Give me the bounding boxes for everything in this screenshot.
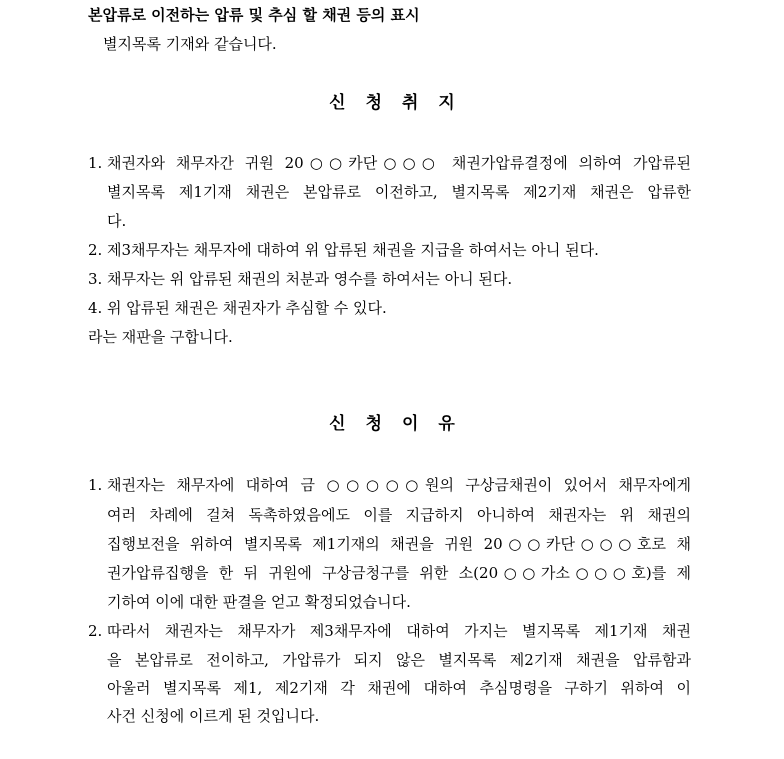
reason-item-1-line-4: 권가압류집행을 한 뒤 귀원에 구상금청구를 위한 소(20○○가소○○○호)를 제 xyxy=(107,564,691,582)
purpose-item-1-line-2: 별지목록 제1기재 채권은 본압류로 이전하고, 별지목록 제2기재 채권은 압류한 xyxy=(107,183,691,201)
property-body: 별지목록 기재와 같습니다. xyxy=(103,35,277,53)
purpose-closing: 라는 재판을 구합니다. xyxy=(88,328,233,346)
reason-item-2-line-2: 을 본압류로 전이하고, 가압류가 되지 않은 별지목록 제2기재 채권을 압류함과 xyxy=(107,651,691,669)
reason-item-1-line-2: 여러 차례에 걸쳐 독촉하였음에도 이를 지급하지 아니하여 채권자는 위 채권의 xyxy=(107,506,691,524)
reason-heading: 신청이유 xyxy=(329,414,475,434)
purpose-item-3-line-1: 채무자는 위 압류된 채권의 처분과 영수를 하여서는 아니 된다. xyxy=(107,270,513,288)
reason-item-1-line-5: 기하여 이에 대한 판결을 얻고 확정되었습니다. xyxy=(107,593,411,611)
reason-item-2-line-3: 아울러 별지목록 제1, 제2기재 각 채권에 대하여 추심명령을 구하기 위하여 이 xyxy=(107,679,691,697)
purpose-heading: 신청취지 xyxy=(329,93,475,113)
purpose-item-4-line-1: 위 압류된 채권은 채권자가 추심할 수 있다. xyxy=(107,299,387,317)
purpose-item-2-line-1: 제3채무자는 채무자에 대하여 위 압류된 채권을 지급을 하여서는 아니 된다. xyxy=(107,241,599,259)
purpose-item-3-number: 3. xyxy=(88,270,103,288)
purpose-item-1-line-1: 채권자와 채무자간 귀원 20○○카단○○○ 채권가압류결정에 의하여 가압류된 xyxy=(107,154,691,172)
reason-item-2-line-1: 따라서 채권자는 채무자가 제3채무자에 대하여 가지는 별지목록 제1기재 채권 xyxy=(107,622,691,640)
reason-item-1-line-3: 집행보전을 위하여 별지목록 제1기재의 채권을 귀원 20○○카단○○○호로 채 xyxy=(107,535,691,553)
reason-item-1-line-1: 채권자는 채무자에 대하여 금 ○○○○○원의 구상금채권이 있어서 채무자에게 xyxy=(107,476,691,494)
purpose-item-1-number: 1. xyxy=(88,154,103,172)
reason-item-2-line-4: 사건 신청에 이르게 된 것입니다. xyxy=(107,707,320,725)
purpose-item-1-line-3: 다. xyxy=(107,212,127,230)
reason-item-2-number: 2. xyxy=(88,622,103,640)
purpose-item-2-number: 2. xyxy=(88,241,103,259)
property-title: 본압류로 이전하는 압류 및 추심 할 채권 등의 표시 xyxy=(88,6,420,24)
reason-item-1-number: 1. xyxy=(88,476,103,494)
purpose-item-4-number: 4. xyxy=(88,299,103,317)
